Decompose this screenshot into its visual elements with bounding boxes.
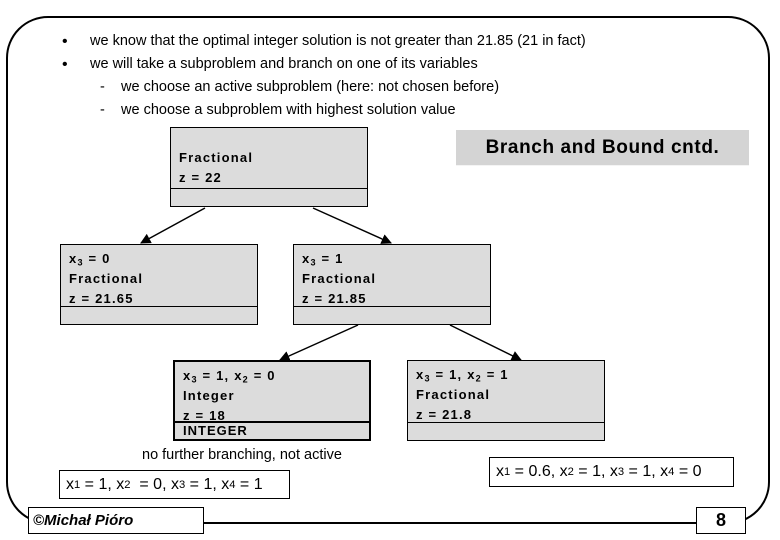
page-number: 8 [696,507,746,534]
bullet-item: • we know that the optimal integer solution is not greater than 21.85 (21 in fact) [60,30,586,53]
node-footer [408,422,604,440]
solution-box-left: x 1 = 1, x 2 = 0, x 3 = 1, x 4 = 1 [59,470,290,499]
node-x3-1-x2-0: $x_3 = 1$, $x_2 = 0$ Integer z = 18 INTEGER [173,360,371,441]
sub-bullet-item: - we choose an active subproblem (here: not chosen before) [100,79,500,95]
slide-title: Branch and Bound cntd. [456,130,749,166]
solution-box-right: x 1 = 0.6, x 2 = 1, x 3 = 1, x 4 = 0 [489,457,734,487]
bullet-item: • we will take a subproblem and branch on one of its variables [60,53,586,76]
node-x3-1: $x_3 = 1$ Fractional z = 21.85 [293,244,491,325]
node-footer [294,306,490,324]
node-footer [61,306,257,324]
edge-root-left [141,208,205,243]
node-x3-1-x2-1: $x_3 = 1$, $x_2 = 1$ Fractional z = 21.8 [407,360,605,441]
node-x3-0: $x_3 = 0$ Fractional z = 21.65 [60,244,258,325]
node-footer: INTEGER [175,421,369,439]
node-footer [171,188,367,206]
author-credit: ©Michał Pióro [28,507,204,534]
sub-bullet-item: - we choose a subproblem with highest solution value [100,102,456,118]
node-root: Fractional z = 22 [170,127,368,207]
annotation-note: no further branching, not active [142,447,342,463]
edge-right-rl [280,325,358,360]
edge-root-right [313,208,391,243]
edge-right-rr [450,325,521,360]
